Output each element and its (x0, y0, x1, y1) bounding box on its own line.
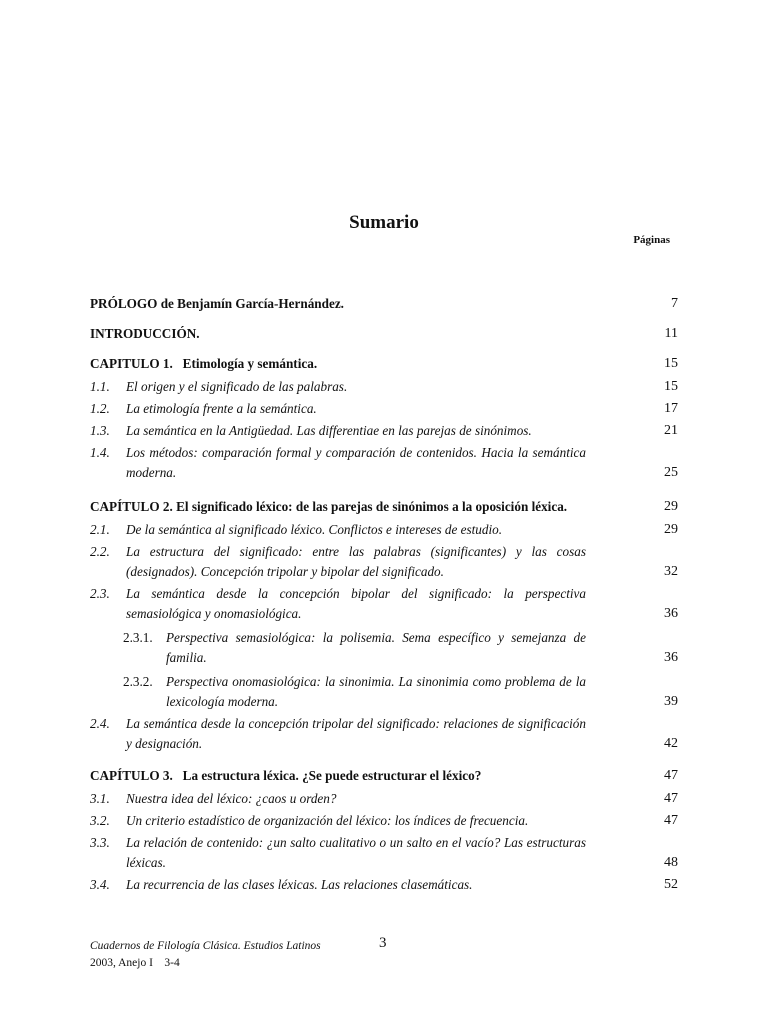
toc-entry-page: 36 (664, 650, 678, 665)
toc-entry-page: 21 (664, 423, 678, 438)
toc-entry-page: 15 (664, 356, 678, 371)
toc-entry-number: 1.2. (90, 401, 110, 416)
toc-entry-page: 47 (664, 768, 678, 783)
toc-entry-number: 3.4. (90, 877, 110, 892)
toc-entry-number: 3.3. (90, 835, 110, 850)
toc-entry-page: 7 (671, 296, 678, 311)
toc-entry (90, 833, 678, 873)
toc-entry-title: Un criterio estadístico de organización del léxico: los índices de frecuencia. (126, 813, 529, 828)
toc-entry-page: 25 (664, 465, 678, 480)
toc-entry-title: INTRODUCCIÓN. (90, 326, 200, 341)
toc-entry-title: CAPÍTULO 3. La estructura léxica. ¿Se puede estructurar el léxico? (90, 768, 482, 783)
toc-entry-page: 36 (664, 606, 678, 621)
toc-entry-number: 2.3.2. (123, 674, 153, 689)
toc-entry (90, 377, 678, 397)
toc-entry-title: La relación de contenido: ¿un salto cualitativo o un salto en el vacío? Las estructuras léxicas. (126, 835, 586, 870)
toc-entry-page: 17 (664, 401, 678, 416)
toc-entry-page: 39 (664, 694, 678, 709)
toc-entry-title: La estructura del significado: entre las palabras (significantes) y las cosas (designados). Concepción tripolar y bipolar del significado. (126, 544, 586, 579)
toc-entry-page: 48 (664, 855, 678, 870)
toc-entry-number: 3.1. (90, 791, 110, 806)
toc-entry (90, 399, 678, 419)
toc-entry-title: PRÓLOGO de Benjamín García-Hernández. (90, 296, 344, 311)
toc-entry-page: 47 (664, 813, 678, 828)
toc-entry (90, 875, 678, 895)
toc-entry-page: 29 (664, 522, 678, 537)
toc-entry-title: CAPÍTULO 2. El significado léxico: de las parejas de sinónimos a la oposición léxica. (90, 499, 568, 514)
toc-entry-number: 3.2. (90, 813, 110, 828)
toc-entry-number: 2.3.1. (123, 630, 153, 645)
toc-entry (90, 354, 678, 374)
toc-entry-number: 1.4. (90, 445, 110, 460)
toc-entry-title: De la semántica al significado léxico. Conflictos e intereses de estudio. (126, 522, 503, 537)
toc-entry (90, 811, 678, 831)
toc-entry (90, 421, 678, 441)
toc-entry (90, 520, 678, 540)
toc-entry-page: 47 (664, 791, 678, 806)
toc-entry-title: Perspectiva semasiológica: la polisemia. Sema específico y semejanza de familia. (166, 630, 586, 665)
toc-entry-page: 32 (664, 564, 678, 579)
toc-entry-page: 15 (664, 379, 678, 394)
journal-issue: 2003, Anejo I 3-4 (90, 957, 180, 969)
pages-column-label: Páginas (633, 234, 670, 246)
journal-name: Cuadernos de Filología Clásica. Estudios Latinos (90, 940, 321, 952)
toc-entry-number: 2.1. (90, 522, 110, 537)
toc-entry-number: 2.3. (90, 586, 110, 601)
toc-entry-page: 11 (664, 326, 678, 341)
page-footer (90, 938, 321, 972)
toc-entry-title: La semántica desde la concepción bipolar del significado: la perspectiva semasiológica y onomasiológica. (126, 586, 586, 621)
toc-entry (90, 443, 678, 483)
toc-entry-title: La recurrencia de las clases léxicas. Las relaciones clasemáticas. (126, 877, 473, 892)
toc-entry-title: El origen y el significado de las palabras. (126, 379, 348, 394)
page-title: Sumario (349, 212, 419, 233)
toc-entry-number: 2.4. (90, 716, 110, 731)
toc-entry (90, 628, 678, 668)
toc-entry-title: Perspectiva onomasiológica: la sinonimia. La sinonimia como problema de la lexicología moderna. (166, 674, 586, 709)
toc-entry-title: La etimología frente a la semántica. (126, 401, 317, 416)
toc-entry (90, 542, 678, 582)
toc-entry-number: 1.1. (90, 379, 110, 394)
toc-entry-title: CAPITULO 1. Etimología y semántica. (90, 356, 318, 371)
table-of-contents (90, 284, 678, 895)
toc-entry-page: 42 (664, 736, 678, 751)
toc-entry (90, 789, 678, 809)
toc-entry-title: Los métodos: comparación formal y comparación de contenidos. Hacia la semántica moderna. (126, 445, 586, 480)
toc-entry-page: 29 (664, 499, 678, 514)
toc-entry (90, 714, 678, 754)
toc-entry-title: Nuestra idea del léxico: ¿caos u orden? (126, 791, 337, 806)
toc-entry (90, 672, 678, 712)
toc-entry-page: 52 (664, 877, 678, 892)
toc-entry-number: 1.3. (90, 423, 110, 438)
toc-entry (90, 766, 678, 786)
toc-entry (90, 324, 678, 344)
toc-entry-title: La semántica desde la concepción tripolar del significado: relaciones de significación y designación. (126, 716, 586, 751)
toc-entry-number: 2.2. (90, 544, 110, 559)
toc-entry-title: La semántica en la Antigüedad. Las differentiae en las parejas de sinónimos. (126, 423, 532, 438)
toc-entry (90, 497, 678, 517)
page-number: 3 (379, 935, 387, 951)
toc-entry (90, 294, 678, 314)
toc-entry (90, 584, 678, 624)
